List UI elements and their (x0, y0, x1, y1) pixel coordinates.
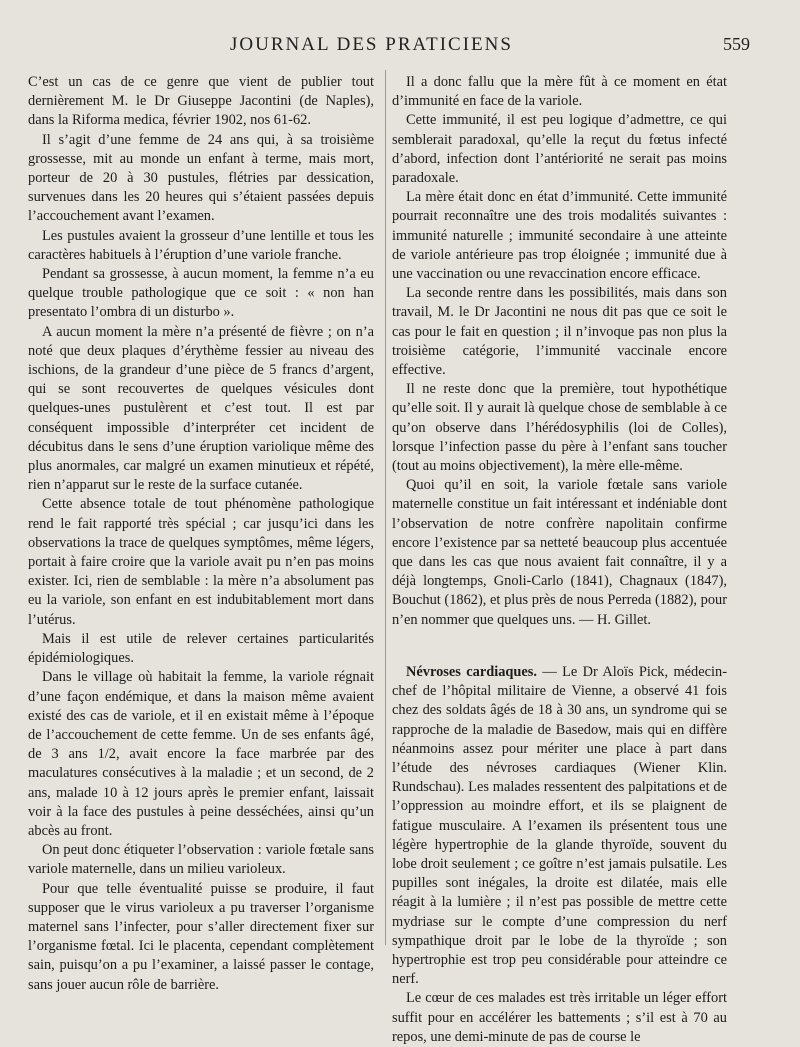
paragraph: La mère était donc en état d’immunité. Cette immunité pourrait reconnaître une des trois modalités suivantes : immunité naturelle ; immunité secondaire à une atteinte de variole antérieure pas trop éloignée ; immunité due à une vaccination ou une revaccination encore efficace. (392, 189, 727, 283)
paragraph: Quoi qu’il en soit, la variole fœtale sans variole maternelle constitue un fait intéressant et indéniable dont l’observation de notre confrère napolitain confirme encore l’existence par sa netteté beaucoup plus accentuée que dans les cas que nous avaient fait connaître, il y a déjà longtemps, Gnoli-Carlo (1841), Chagnaux (1847), Bouchut (1862), et plus près de nous Perreda (1882), pour n’en nommer que quelques uns. — H. Gillet. (392, 477, 727, 628)
paragraph: Les pustules avaient la grosseur d’une lentille et tous les caractères habituels à l’éruption d’une variole franche. (28, 227, 374, 263)
running-title: JOURNAL DES PRATICIENS (230, 34, 513, 55)
paragraph: Pendant sa grossesse, à aucun moment, la femme n’a eu quelque trouble pathologique que ce soit : « non han presentato l’ombra di un disturbo ». (28, 266, 374, 321)
paragraph: Il a donc fallu que la mère fût à ce moment en état d’immunité en face de la variole. (392, 74, 727, 110)
left-column (28, 73, 374, 995)
article-neuroses-cardiaques (392, 663, 727, 1047)
paragraph: Cette absence totale de tout phénomène pathologique rend le fait rapporté très spécial ; car jusqu’ici dans les observations la trace de quelques symptômes, même légers, portait à faire croire que la variole avait pu n’en pas moins exister. Ici, rien de semblable : la mère n’a absolument pas eu la variole, son enfant en est indubitablement mort dans l’utérus. (28, 496, 374, 628)
column-divider (385, 70, 386, 945)
paragraph: Le cœur de ces malades est très irritable un léger effort suffit pour en accélérer les battements ; s’il est à 70 au repos, une demi-minute de pas de course le (392, 990, 727, 1045)
paragraph: Cette immunité, il est peu logique d’admettre, ce qui semblerait paradoxal, qu’elle la reçut du fœtus infecté d’abord, infection dont l’antériorité ne serait pas moins paradoxale. (392, 112, 727, 187)
paragraph: Il s’agit d’une femme de 24 ans qui, à sa troisième grossesse, mit au monde un enfant à terme, mais mort, porteur de 20 à 30 pustules, flétries par dessication, survenues dans les 20 heures qui s’étaient passées depuis l’accouchement avant l’examen. (28, 131, 374, 225)
section-lead-text: — Le Dr Aloïs Pick, médecin-chef de l’hôpital militaire de Vienne, a observé 41 fois chez des soldats âgés de 18 à 30 ans, un syndrome qui se rapproche de la maladie de Basedow, mais qui en diffère néanmoins assez pour mériter une place à part dans l’étude des névroses cardiaques (Wiener Klin. Rundschau). Les malades ressentent des palpitations et de l’oppression au moindre effort, et ils se plaignent de fatigue musculaire. A l’examen ils présentent tous une légère hypertrophie de la glande thyroïde, souvent du lobe droit seulement ; ce goître n’est jamais pulsatile. Les pupilles sont inégales, la droite est dilatée, mais elle réagit à la lumière ; il n’est pas possible de mettre cette mydriase sur le compte d’une compression du nerf sympathique droit par le lobe de la thyroïde ; son hypertrophie est trop peu considérable pour atteindre ce nerf. (392, 663, 727, 988)
paragraph: La seconde rentre dans les possibilités, mais dans son travail, M. le Dr Jacontini ne nous dit pas que ce soit le cas pour le fait en question ; il n’invoque pas non plus la troisième catégorie, l’immunité vaccinale encore effective. (392, 285, 727, 379)
right-column (392, 73, 727, 1047)
page-number: 559 (723, 34, 750, 54)
running-head (0, 34, 800, 58)
section-lead-paragraph (392, 663, 727, 989)
paragraph: A aucun moment la mère n’a présenté de fièvre ; on n’a noté que deux plaques d’érythème fessier au niveau des ischions, de la grandeur d’une pièce de 5 francs d’argent, qui se sont recouvertes de quelques vésicules dont quelques-unes pustulèrent et c’est tout. Il est par conséquent impossible d’interpréter cet incident de décubitus dans le sens d’une éruption variolique même des plus anormales, car malgré un examen minutieux et répété, rien n’apparut sur le reste de la surface cutanée. (28, 323, 374, 494)
paragraph: Pour que telle éventualité puisse se produire, il faut supposer que le virus varioleux a pu traverser l’organisme maternel sans l’infecter, pour s’aller directement fixer sur l’organisme fœtal. Ici le placenta, cependant complètement sain, puisqu’on a pu l’examiner, a laissé passer le contage, sans jouer aucun rôle de barrière. (28, 880, 374, 993)
paragraph: Il ne reste donc que la première, tout hypothétique qu’elle soit. Il y aurait là quelque chose de semblable à ce qu’on observe dans l’hérédosyphilis (loi de Colles), lorsque l’infection passe du père à l’enfant sans toucher (tout au moins objectivement), la mère elle-même. (392, 381, 727, 475)
paragraph: C’est un cas de ce genre que vient de publier tout dernièrement M. le Dr Giuseppe Jacontini (de Naples), dans la Riforma medica, février 1902, nos 61-62. (28, 74, 374, 129)
paragraph: Mais il est utile de relever certaines particularités épidémiologiques. (28, 630, 374, 667)
paragraph: Dans le village où habitait la femme, la variole régnait d’une façon endémique, et dans la maison même avaient existé des cas de variole, et il en existait même à l’époque de l’accouchement de cette femme. Un de ses enfants âgé, de 3 ans 1/2, avait encore la face marbrée par des maculatures consécutives à la maladie ; et un second, de 2 ans, malade 10 à 12 jours après le premier enfant, laissait voir à la face des pustules à peine desséchées, ainsi qu’un abcès au front. (28, 669, 374, 839)
section-title: Névroses cardiaques. (406, 663, 537, 680)
paragraph: On peut donc étiqueter l’observation : variole fœtale sans variole maternelle, dans un milieu varioleux. (28, 842, 374, 878)
